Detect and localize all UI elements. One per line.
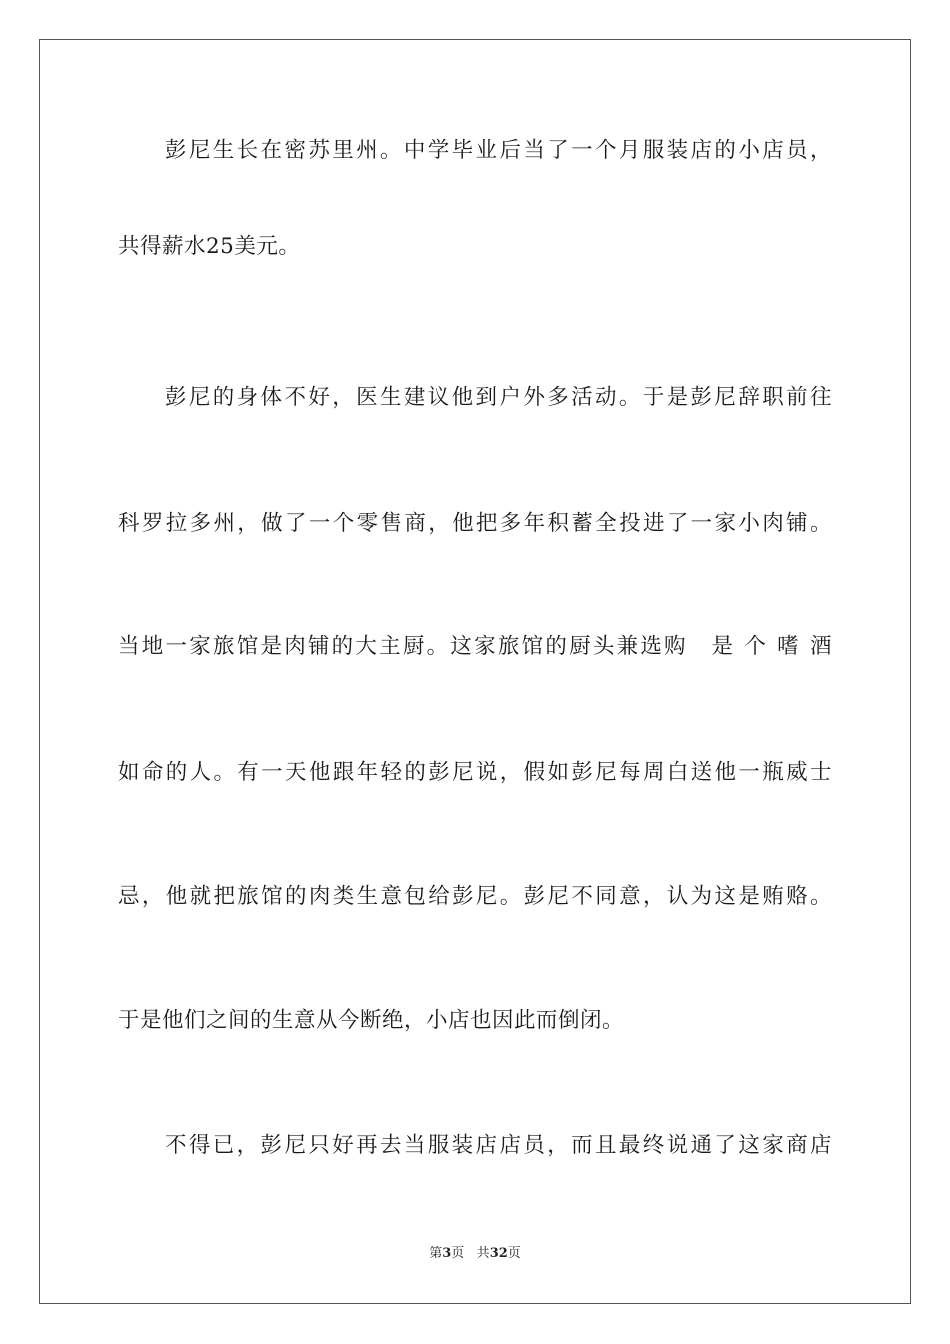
paragraph-2-line-5: 忌，他就把旅馆的肉类生意包给彭尼。彭尼不同意，认为这是贿赂。	[118, 884, 832, 909]
footer-total-pages: 32	[489, 1246, 508, 1261]
footer-total-prefix: 共	[476, 1246, 490, 1261]
page-border	[39, 39, 911, 1304]
footer-total-suffix: 页	[507, 1246, 521, 1261]
paragraph-2-line-4: 如命的人。有一天他跟年轻的彭尼说，假如彭尼每周白送他一瓶威士	[118, 760, 832, 785]
paragraph-2-line-1: 彭尼的身体不好，医生建议他到户外多活动。于是彭尼辞职前往	[165, 385, 832, 410]
paragraph-2-line-2: 科罗拉多州，做了一个零售商，他把多年积蓄全投进了一家小肉铺。	[118, 511, 832, 536]
paragraph-1-line-2: 共得薪水25美元。	[118, 234, 301, 259]
footer-page-prefix: 第	[429, 1246, 443, 1261]
footer-page-suffix: 页	[451, 1246, 465, 1261]
paragraph-2-line-6: 于是他们之间的生意从今断绝，小店也因此而倒闭。	[118, 1008, 625, 1033]
paragraph-3-line-1: 不得已，彭尼只好再去当服装店店员，而且最终说通了这家商店	[165, 1133, 832, 1158]
paragraph-1-line-1: 彭尼生长在密苏里州。中学毕业后当了一个月服装店的小店员，	[165, 138, 832, 163]
paragraph-2-line-3: 当地一家旅馆是肉铺的大主厨。这家旅馆的厨头兼选购 是 个 嗜 酒	[118, 634, 832, 659]
footer-page-number: 3	[442, 1246, 452, 1261]
page-footer	[0, 1245, 950, 1263]
